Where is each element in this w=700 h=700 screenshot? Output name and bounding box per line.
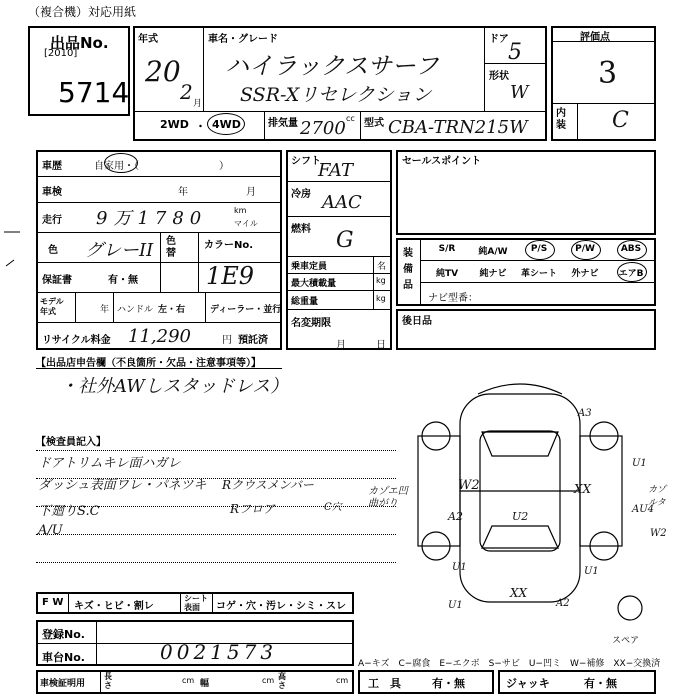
grade-value: SSR-Xリセレクション bbox=[240, 84, 432, 106]
mileage-unit-km: km bbox=[234, 206, 247, 215]
jack-label: ジャッキ bbox=[506, 677, 550, 690]
inspector-line-3: 下廻りS.C bbox=[38, 504, 100, 519]
cert-width-unit: cm bbox=[262, 676, 275, 685]
history-options: 自家用・（ ） bbox=[94, 161, 229, 172]
shape-value: W bbox=[510, 82, 529, 103]
recycle-label: リサイクル料金 bbox=[42, 335, 111, 346]
equipment-circle bbox=[617, 240, 647, 260]
capacity-label: 乗車定員 bbox=[291, 262, 328, 272]
dealer-label: ディーラー・並行 bbox=[210, 305, 282, 315]
diagram-mark-17: AU4 bbox=[632, 504, 655, 515]
inspector-line-2: ダッシュ表面ワレ・パネツキ bbox=[38, 478, 207, 493]
car-diagram bbox=[410, 376, 640, 606]
score-label: 評価点 bbox=[580, 32, 610, 43]
equipment-item: 純TV bbox=[435, 269, 459, 279]
navi-label: ナビ型番： bbox=[428, 293, 478, 304]
inspector-line-4: A/U bbox=[38, 523, 63, 538]
color-value: グレーII bbox=[85, 240, 154, 261]
fw-label: F W bbox=[42, 597, 64, 608]
spare-tire-circle bbox=[618, 596, 642, 620]
model-value: CBA-TRN215W bbox=[388, 117, 528, 138]
disp-value: 2700 bbox=[300, 118, 346, 139]
year-label: 年式 bbox=[138, 34, 158, 45]
tool-options: 有・無 bbox=[432, 677, 465, 690]
margin-marks bbox=[2, 220, 32, 280]
color-change: 色替 bbox=[166, 236, 176, 259]
inspector-right-2: Rフロア bbox=[230, 502, 276, 516]
equipment-item: 革シート bbox=[520, 269, 557, 279]
registration-limit-label: 名変期限 bbox=[291, 318, 331, 329]
color-no-value: 1E9 bbox=[206, 262, 255, 290]
inspection-month: 月 bbox=[246, 187, 256, 198]
lot-year-tag: [2010] bbox=[44, 48, 78, 59]
year-value: 20 bbox=[145, 55, 181, 88]
lot-number: 5714 bbox=[58, 76, 130, 109]
disp-label: 排気量 bbox=[268, 118, 298, 129]
report-label: 【出品店申告欄（不良箇所・欠品・注意事項等）】 bbox=[36, 358, 261, 369]
mileage-unit-mile: マイル bbox=[234, 219, 258, 228]
equipment-circle bbox=[525, 240, 555, 260]
equipment-label: 装備品 bbox=[403, 248, 413, 291]
diagram-mark-15: カゾエ凹曲がり bbox=[368, 486, 408, 509]
equipment-item: 外ナビ bbox=[571, 269, 599, 279]
fuel-label: 燃料 bbox=[291, 224, 311, 235]
load-unit: kg bbox=[376, 276, 386, 285]
diagram-mark-1: A3 bbox=[578, 408, 592, 419]
history-label: 車歴 bbox=[42, 161, 62, 172]
equipment-item: S/R bbox=[438, 244, 456, 254]
gross-unit: kg bbox=[376, 294, 386, 303]
car-rear-window bbox=[482, 526, 558, 548]
cert-width: 幅 bbox=[200, 679, 210, 689]
damage-legend: A−キズ C−腐食 E−エクボ S−サビ U−凹ミ W−補修 XX−交換済 bbox=[358, 659, 661, 669]
interior-value: C bbox=[612, 108, 629, 133]
equipment-item: P/S bbox=[530, 244, 548, 254]
handle-options: 左・右 bbox=[158, 305, 186, 315]
registration-label: 登録No. bbox=[42, 628, 85, 641]
inspection-year: 年 bbox=[178, 187, 188, 198]
sales-point-label: セールスポイント bbox=[402, 156, 482, 167]
equipment-item: 純ナビ bbox=[479, 269, 507, 279]
cert-height-unit: cm bbox=[336, 676, 349, 685]
fuel-value: G bbox=[336, 228, 354, 253]
seat-items: コゲ・穴・汚レ・シミ・スレ bbox=[216, 601, 346, 612]
mileage-value: 9万1780 bbox=[96, 208, 208, 229]
inspector-label: 【検査員記入】 bbox=[36, 437, 106, 448]
lot-label: 出品No. bbox=[50, 34, 109, 52]
spare-label: スペア bbox=[612, 636, 640, 646]
cert-height: 高さ bbox=[278, 672, 286, 690]
recycle-unit: 円 bbox=[222, 335, 232, 346]
shift-label: シフト bbox=[291, 156, 321, 167]
model-year-label: モデル年式 bbox=[40, 297, 64, 316]
load-label: 最大積載量 bbox=[291, 279, 337, 289]
model-year-unit: 年 bbox=[100, 305, 110, 315]
history-circle bbox=[104, 153, 138, 173]
cert-length: 長さ bbox=[104, 672, 112, 690]
equipment-item: 純A/W bbox=[478, 247, 508, 257]
drive-sep: ・ bbox=[195, 120, 206, 133]
gross-label: 総重量 bbox=[291, 297, 319, 307]
equipment-item: P/W bbox=[575, 244, 595, 254]
warranty-options: 有・無 bbox=[108, 275, 138, 286]
interior-label: 内装 bbox=[556, 108, 566, 131]
inspector-right-3: C穴 bbox=[324, 502, 342, 513]
inspector-line-1: ドアトリムキレ面ハガレ bbox=[38, 456, 181, 471]
inspector-right-1: Rクウスメンバー bbox=[222, 478, 314, 492]
chassis-label: 車台No. bbox=[42, 651, 85, 664]
report-note: ・社外AWしスタッドレス） bbox=[60, 376, 289, 397]
car-left-side bbox=[418, 436, 460, 546]
ac-label: 冷房 bbox=[291, 189, 311, 200]
diagram-mark-10: U1 bbox=[448, 600, 463, 611]
color-no-label: カラーNo. bbox=[204, 240, 254, 251]
diagram-mark-11: A2 bbox=[556, 598, 570, 609]
diagram-mark-18: W2 bbox=[650, 528, 667, 539]
model-label: 型式 bbox=[364, 118, 384, 129]
ac-value: AAC bbox=[322, 192, 362, 213]
diagram-mark-5: A2 bbox=[448, 510, 463, 523]
lot-number-box bbox=[28, 26, 130, 116]
drive-4wd: 4WD bbox=[212, 118, 241, 131]
mileage-label: 走行 bbox=[42, 215, 62, 226]
door-label: ドア bbox=[489, 34, 509, 45]
registration-limit-day: 日 bbox=[376, 340, 386, 351]
recycle-value: 11,290 bbox=[128, 326, 191, 347]
disp-unit: cc bbox=[346, 114, 355, 123]
car-front-window bbox=[482, 432, 558, 456]
diagram-mark-4: XX bbox=[574, 482, 592, 496]
registration-limit-month: 月 bbox=[336, 340, 346, 351]
diagram-mark-7: XX bbox=[510, 586, 528, 600]
equipment-circle bbox=[617, 262, 647, 282]
chassis-value: 0021573 bbox=[160, 640, 278, 664]
handle-label: ハンドル bbox=[117, 305, 154, 315]
cert-length-unit: cm bbox=[182, 676, 195, 685]
door-value: 5 bbox=[508, 40, 522, 65]
recycle-deposit: 預託済 bbox=[238, 335, 268, 346]
warranty-label: 保証書 bbox=[42, 275, 72, 286]
shape-label: 形状 bbox=[489, 71, 509, 82]
tool-label: 工 具 bbox=[368, 677, 401, 690]
car-hood bbox=[478, 384, 562, 394]
fw-items: キズ・ヒビ・割レ bbox=[74, 601, 154, 612]
capacity-unit: 名 bbox=[377, 262, 387, 272]
diagram-mark-3: W2 bbox=[458, 478, 480, 493]
name-value: ハイラックスサーフ bbox=[225, 52, 439, 80]
month-value: 2 bbox=[180, 80, 193, 104]
score-value: 3 bbox=[598, 56, 618, 91]
car-body-outline bbox=[460, 394, 580, 602]
month-unit: 月 bbox=[193, 99, 203, 109]
diagram-mark-9: U1 bbox=[584, 566, 599, 577]
diagram-mark-16: カゾルタ bbox=[648, 485, 667, 508]
diagram-mark-8: U1 bbox=[452, 562, 467, 573]
equipment-item: エアB bbox=[618, 269, 644, 279]
equipment-item: ABS bbox=[620, 244, 642, 254]
jack-options: 有・無 bbox=[584, 677, 617, 690]
shift-value: FAT bbox=[318, 160, 353, 181]
top-fragment: （複合機）対応用紙 bbox=[28, 5, 137, 19]
diagram-mark-6: U2 bbox=[512, 510, 529, 523]
later-box bbox=[396, 309, 656, 350]
inspection-label: 車検 bbox=[42, 187, 62, 198]
drive-4wd-circle bbox=[207, 113, 245, 135]
diagram-mark-2: U1 bbox=[632, 458, 647, 469]
seat-label: シート表面 bbox=[184, 594, 208, 612]
cert-label: 車検証明用 bbox=[40, 679, 86, 689]
drive-2wd: 2WD bbox=[160, 118, 189, 131]
later-label: 後日品 bbox=[402, 316, 432, 327]
equipment-circle bbox=[571, 240, 601, 260]
name-label: 車名・グレード bbox=[208, 34, 278, 45]
color-label: 色 bbox=[48, 245, 58, 256]
